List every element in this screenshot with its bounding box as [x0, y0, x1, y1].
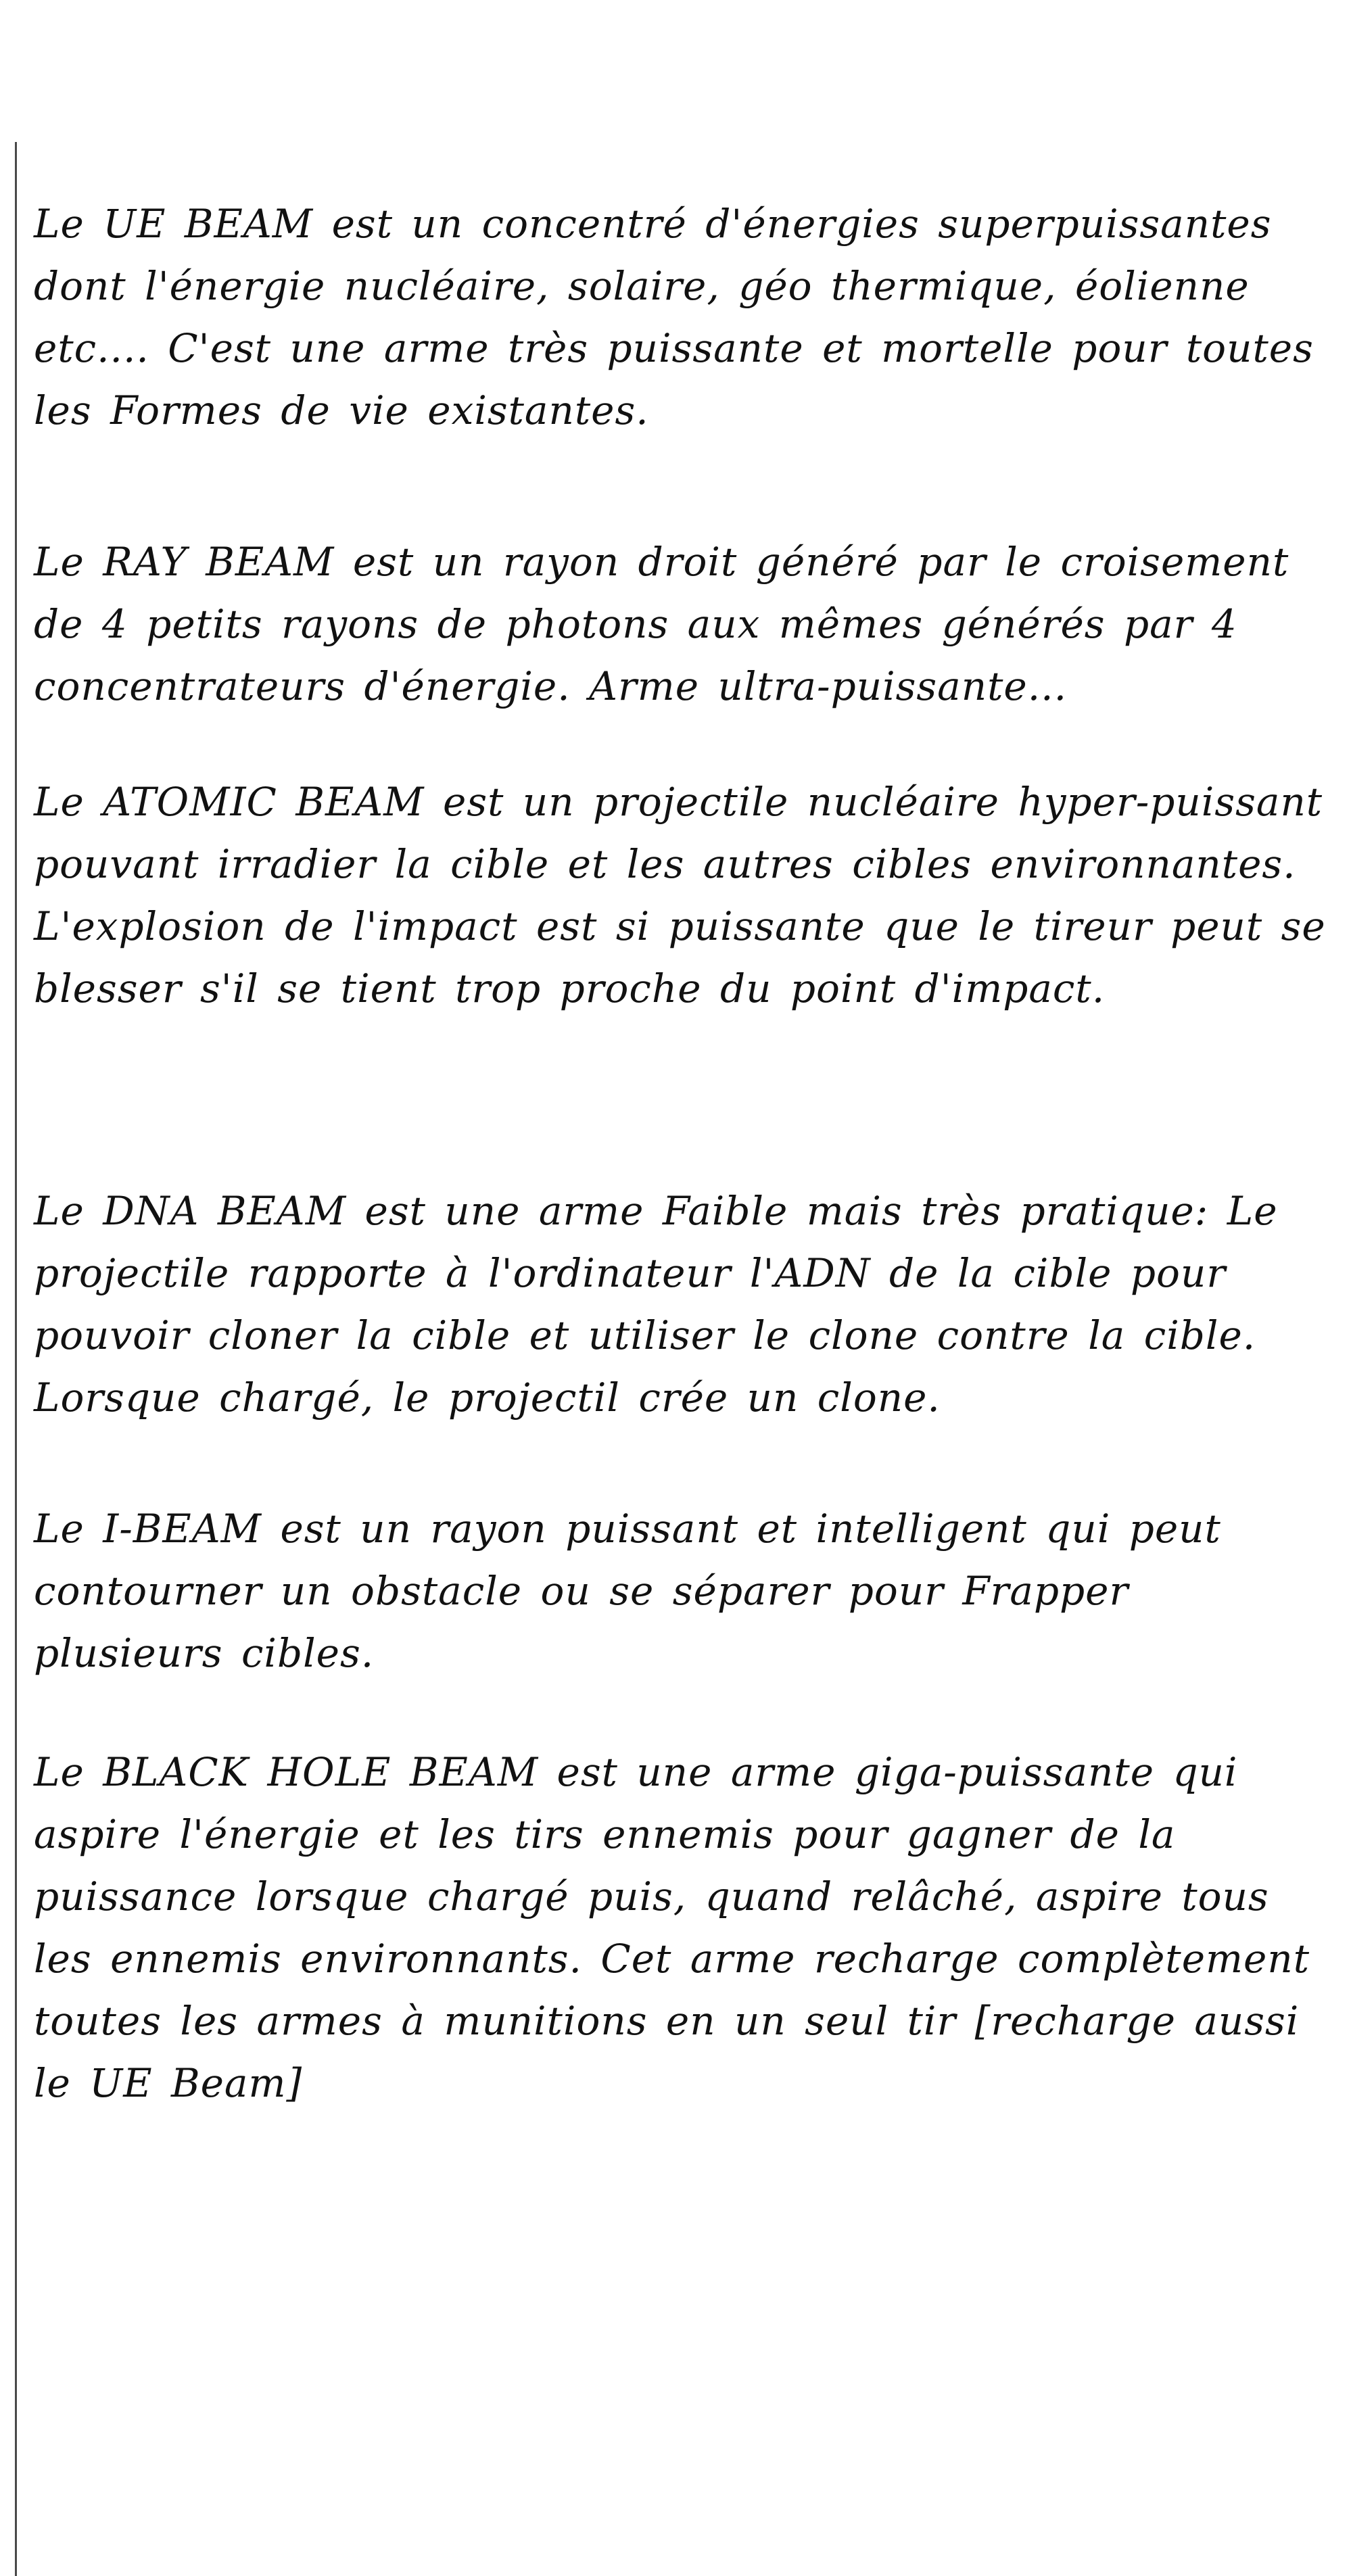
- paragraph-ue-beam: Le UE BEAM est un concentré d'énergies superpuissantes dont l'énergie nucléaire, solaire, géo thermique, éolienne etc.... C'est une arme très puissante et mortelle pour toutes les Formes de vie existantes.: [34, 201, 1314, 433]
- paragraph-ray-beam: Le RAY BEAM est un rayon droit généré par le croisement de 4 petits rayons de photons aux mêmes générés par 4 concentrateurs d'énergie. Arme ultra-puissante...: [34, 539, 1289, 709]
- paragraph-black-hole-beam: Le BLACK HOLE BEAM est une arme giga-puissante qui aspire l'énergie et les tirs ennemis pour gagner de la puissance lorsque chargé puis, quand relâché, aspire tous les ennemis environnants. Cet arme recharge complètement toutes les armes à munitions en un seul tir [recharge aussi le UE Beam]: [34, 1749, 1310, 2106]
- left-margin-line: [15, 142, 17, 2576]
- paragraph-i-beam: Le I-BEAM est un rayon puissant et intelligent qui peut contourner un obstacle ou se séparer pour Frapper plusieurs cibles.: [34, 1506, 1221, 1676]
- paragraph-atomic-beam: Le ATOMIC BEAM est un projectile nucléaire hyper-puissant pouvant irradier la cible et les autres cibles environnantes. L'explosion de l'impact est si puissante que le tireur peut se blesser s'il se tient trop proche du point d'impact.: [34, 779, 1326, 1011]
- paragraph-dna-beam: Le DNA BEAM est une arme Faible mais très pratique: Le projectile rapporte à l'ordinateur l'ADN de la cible pour pouvoir cloner la cible et utiliser le clone contre la cible. Lorsque chargé, le projectil crée un clone.: [34, 1188, 1278, 1421]
